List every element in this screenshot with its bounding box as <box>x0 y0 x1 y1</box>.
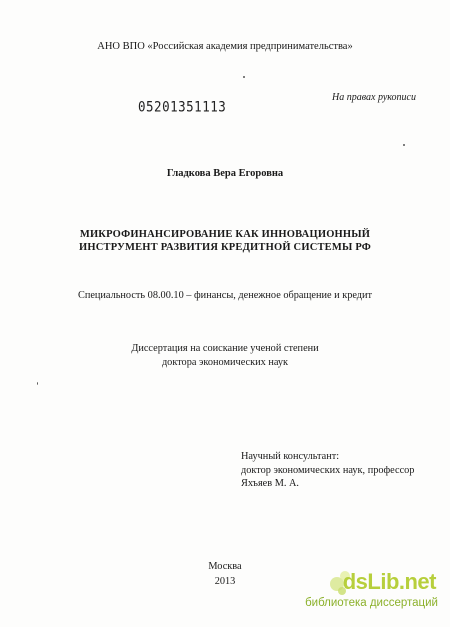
dissertation-title-line-1: МИКРОФИНАНСИРОВАНИЕ КАК ИННОВАЦИОННЫЙ <box>79 229 371 240</box>
catalog-stamp-number: 05201351113 <box>138 98 227 115</box>
degree-purpose-line-1: Диссертация на соискание ученой степени <box>131 343 319 354</box>
scan-speck <box>243 76 245 78</box>
publication-city: Москва <box>208 561 242 572</box>
adviser-label: Научный консультант: <box>241 451 340 462</box>
publication-year: 2013 <box>214 576 236 587</box>
watermark-subtitle: библиотека диссертаций <box>305 597 438 609</box>
degree-purpose-line-2: доктора экономических наук <box>161 357 289 368</box>
organization-name: АНО ВПО «Российская академия предпринимательства» <box>97 41 353 52</box>
scan-speck <box>37 382 38 385</box>
adviser-degree: доктор экономических наук, профессор <box>241 465 415 476</box>
dslib-watermark <box>305 569 440 617</box>
watermark-logo: dsLib.net <box>342 569 436 594</box>
dissertation-title-line-2: ИНСТРУМЕНТ РАЗВИТИЯ КРЕДИТНОЙ СИСТЕМЫ РФ <box>79 242 371 253</box>
scan-speck <box>403 144 405 146</box>
manuscript-note: На правах рукописи <box>332 92 416 103</box>
specialty-code: Специальность 08.00.10 – финансы, денежное обращение и кредит <box>77 290 373 301</box>
author-name: Гладкова Вера Егоровна <box>166 168 284 179</box>
adviser-name: Яхъяев М. А. <box>241 478 300 489</box>
